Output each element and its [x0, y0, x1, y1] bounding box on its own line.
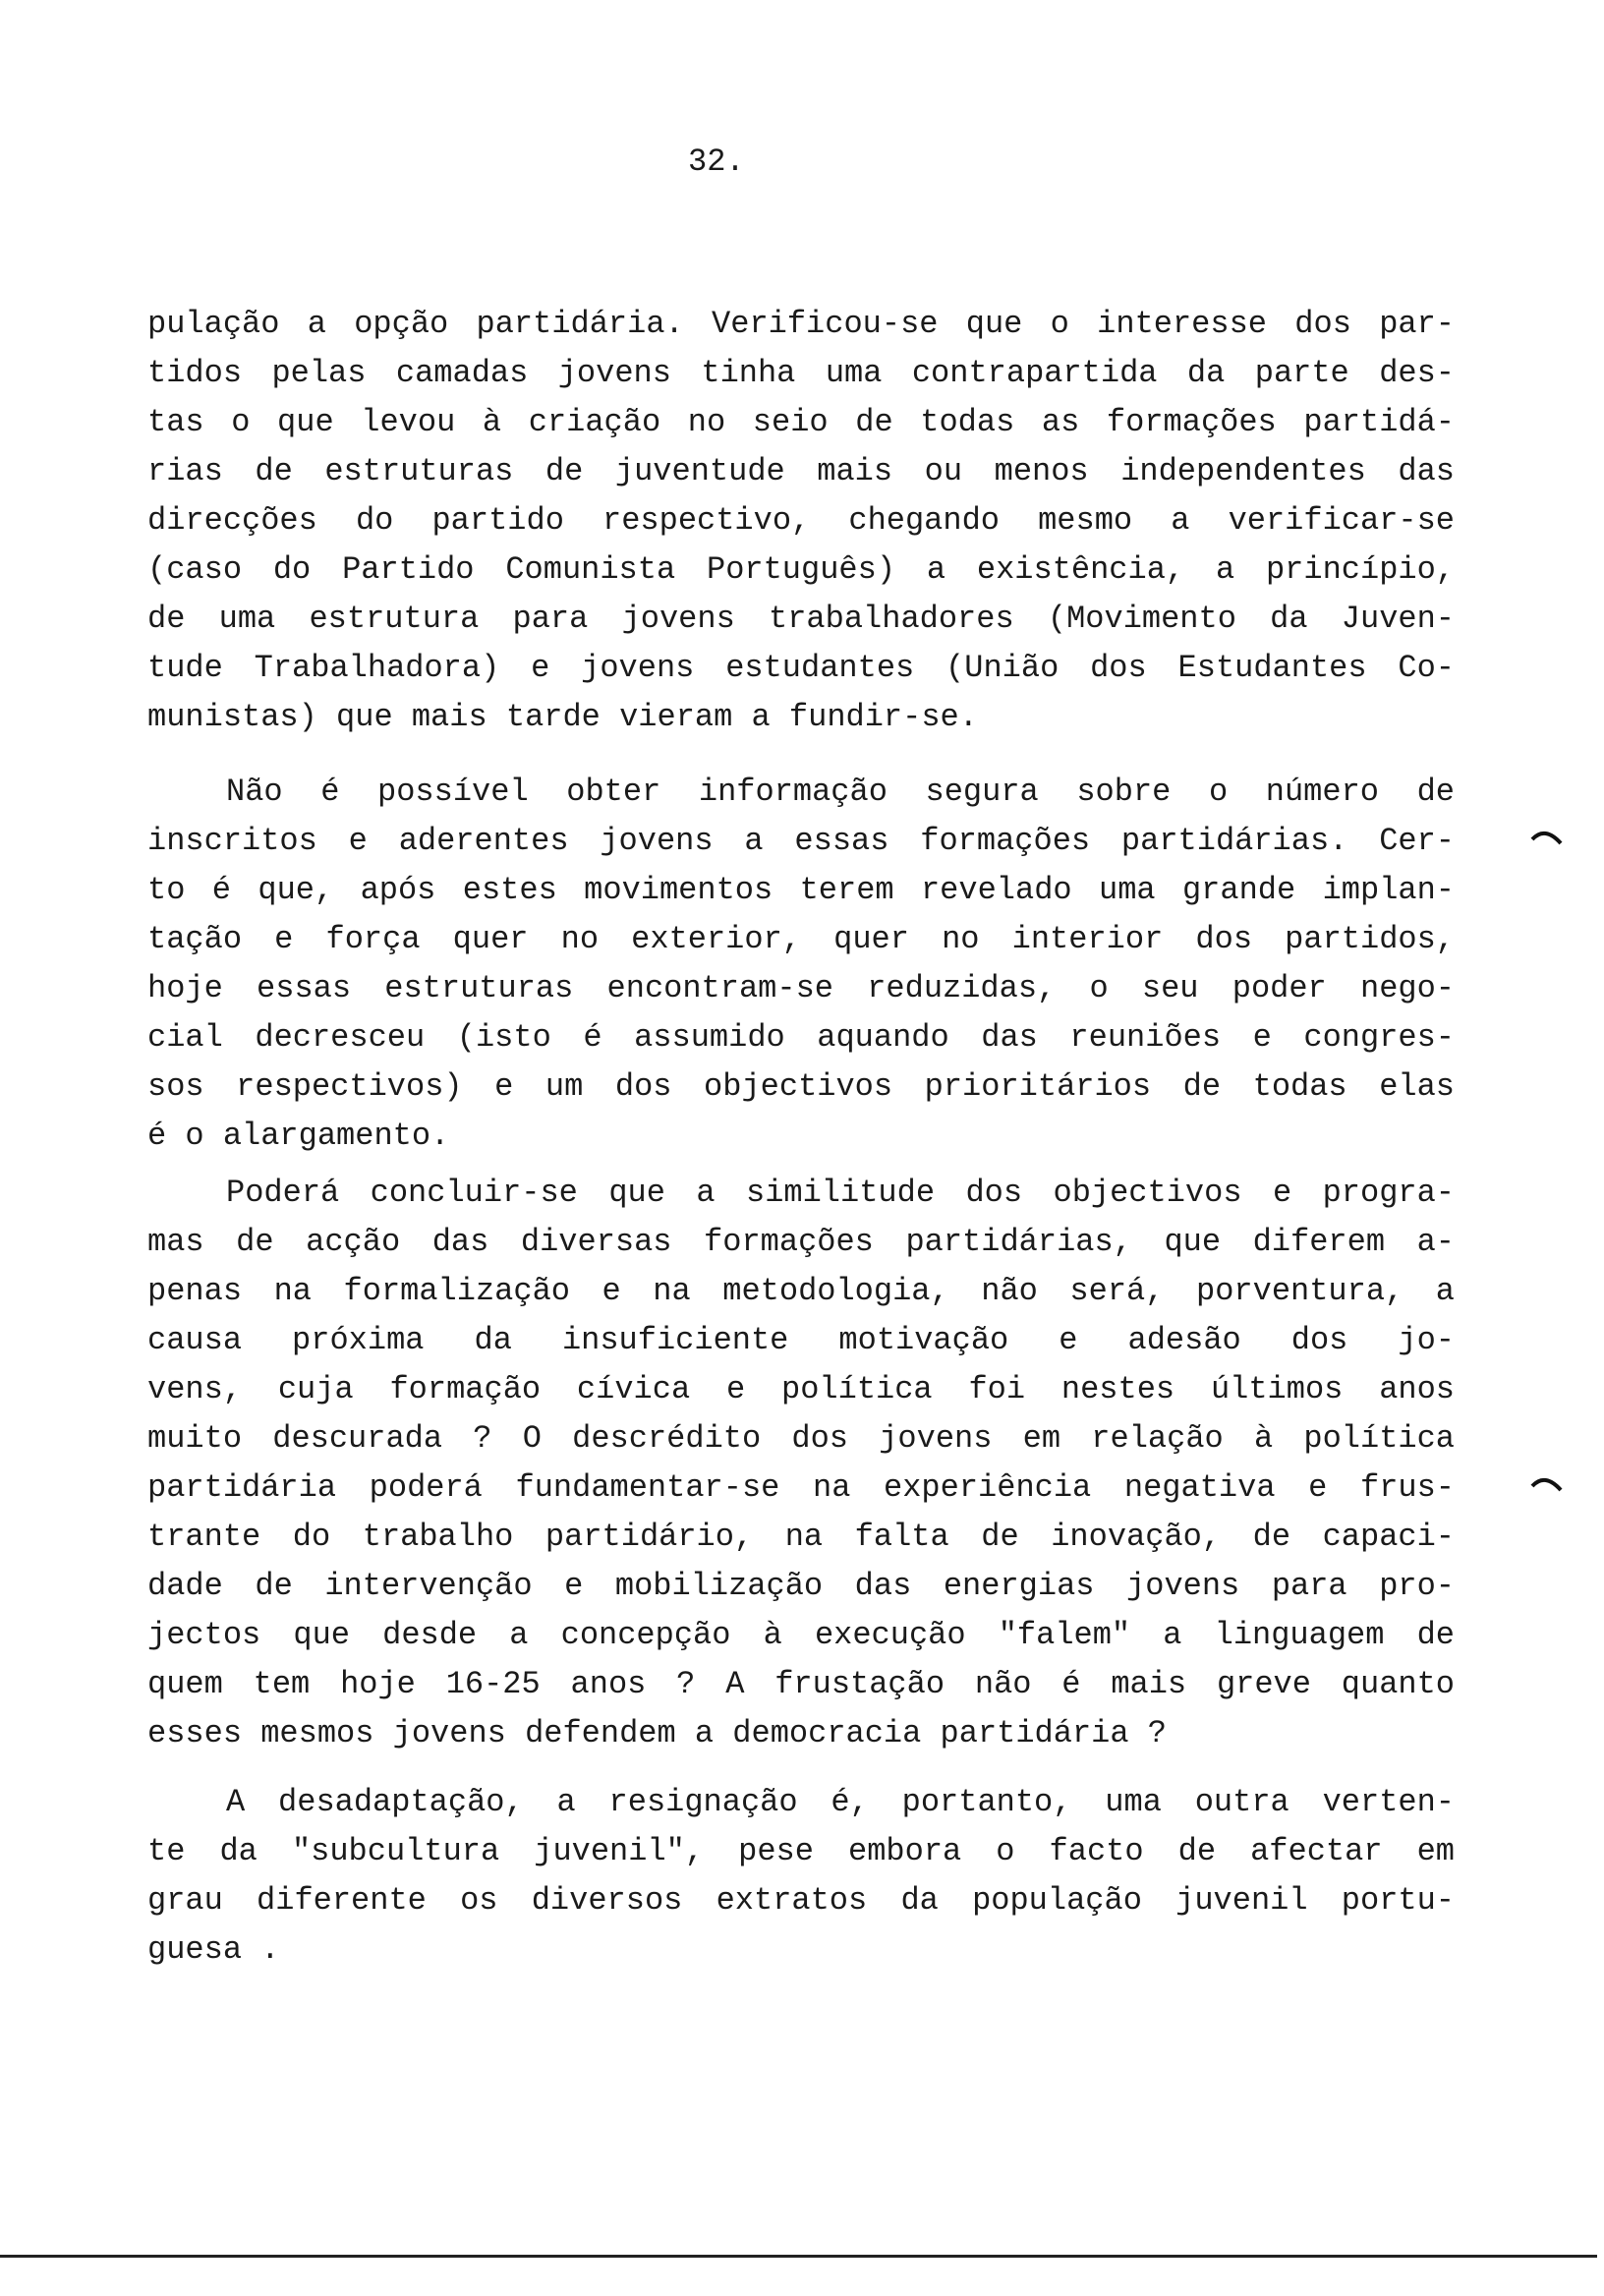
text-line: penas na formalização e na metodologia, não será, porventura, a	[147, 1273, 1455, 1309]
text-line: te da "subcultura juvenil", pese embora o facto de afectar em	[147, 1833, 1455, 1869]
text-line: Poderá concluir-se que a similitude dos objectivos e progra-	[226, 1175, 1455, 1211]
text-line: de uma estrutura para jovens trabalhadores (Movimento da Juven-	[147, 601, 1455, 637]
text-line: muito descurada ? O descrédito dos jovens em relação à política	[147, 1420, 1455, 1457]
text-line: esses mesmos jovens defendem a democracia partidária ?	[147, 1715, 1167, 1751]
paragraph-2	[147, 768, 1455, 1161]
text-line: quem tem hoje 16-25 anos ? A frustação não é mais greve quanto	[147, 1666, 1455, 1702]
text-line: inscritos e aderentes jovens a essas formações partidárias. Cer-	[147, 823, 1455, 859]
text-line: trante do trabalho partidário, na falta de inovação, de capaci-	[147, 1519, 1455, 1555]
text-line: Não é possível obter informação segura sobre o número de	[226, 774, 1455, 810]
text-line: direcções do partido respectivo, chegando mesmo a verificar-se	[147, 502, 1455, 539]
text-line: tação e força quer no exterior, quer no interior dos partidos,	[147, 921, 1455, 957]
text-line: tidos pelas camadas jovens tinha uma contrapartida da parte des-	[147, 355, 1455, 391]
text-line: grau diferente os diversos extratos da população juvenil portu-	[147, 1882, 1455, 1919]
text-line: A desadaptação, a resignação é, portanto, uma outra verten-	[226, 1784, 1455, 1820]
text-line: to é que, após estes movimentos terem revelado uma grande implan-	[147, 872, 1455, 908]
text-line: jectos que desde a concepção à execução "falem" a linguagem de	[147, 1617, 1455, 1653]
text-line: dade de intervenção e mobilização das energias jovens para pro-	[147, 1568, 1455, 1604]
paragraph-1	[147, 300, 1455, 742]
paragraph-4	[147, 1778, 1455, 1975]
text-line: (caso do Partido Comunista Português) a existência, a princípio,	[147, 551, 1455, 588]
paragraph-3	[147, 1169, 1455, 1758]
text-line: pulação a opção partidária. Verificou-se que o interesse dos par-	[147, 306, 1455, 342]
page-number: 32.	[688, 144, 745, 180]
text-line: é o alargamento.	[147, 1118, 450, 1154]
text-line: hoje essas estruturas encontram-se reduzidas, o seu poder nego-	[147, 970, 1455, 1006]
bottom-rule	[0, 2255, 1597, 2258]
margin-mark	[1529, 824, 1565, 847]
text-line: sos respectivos) e um dos objectivos prioritários de todas elas	[147, 1068, 1455, 1105]
text-line: mas de acção das diversas formações partidárias, que diferem a-	[147, 1224, 1455, 1260]
text-line: guesa .	[147, 1931, 280, 1968]
text-line: partidária poderá fundamentar-se na experiência negativa e frus-	[147, 1469, 1455, 1506]
text-line: causa próxima da insuficiente motivação e adesão dos jo-	[147, 1322, 1455, 1358]
text-line: tude Trabalhadora) e jovens estudantes (União dos Estudantes Co-	[147, 650, 1455, 686]
margin-mark	[1529, 1470, 1565, 1494]
text-line: cial decresceu (isto é assumido aquando das reuniões e congres-	[147, 1019, 1455, 1056]
text-line: rias de estruturas de juventude mais ou menos independentes das	[147, 453, 1455, 489]
text-line: vens, cuja formação cívica e política foi nestes últimos anos	[147, 1371, 1455, 1407]
text-line: munistas) que mais tarde vieram a fundir-se.	[147, 699, 978, 735]
text-line: tas o que levou à criação no seio de todas as formações partidá-	[147, 404, 1455, 440]
